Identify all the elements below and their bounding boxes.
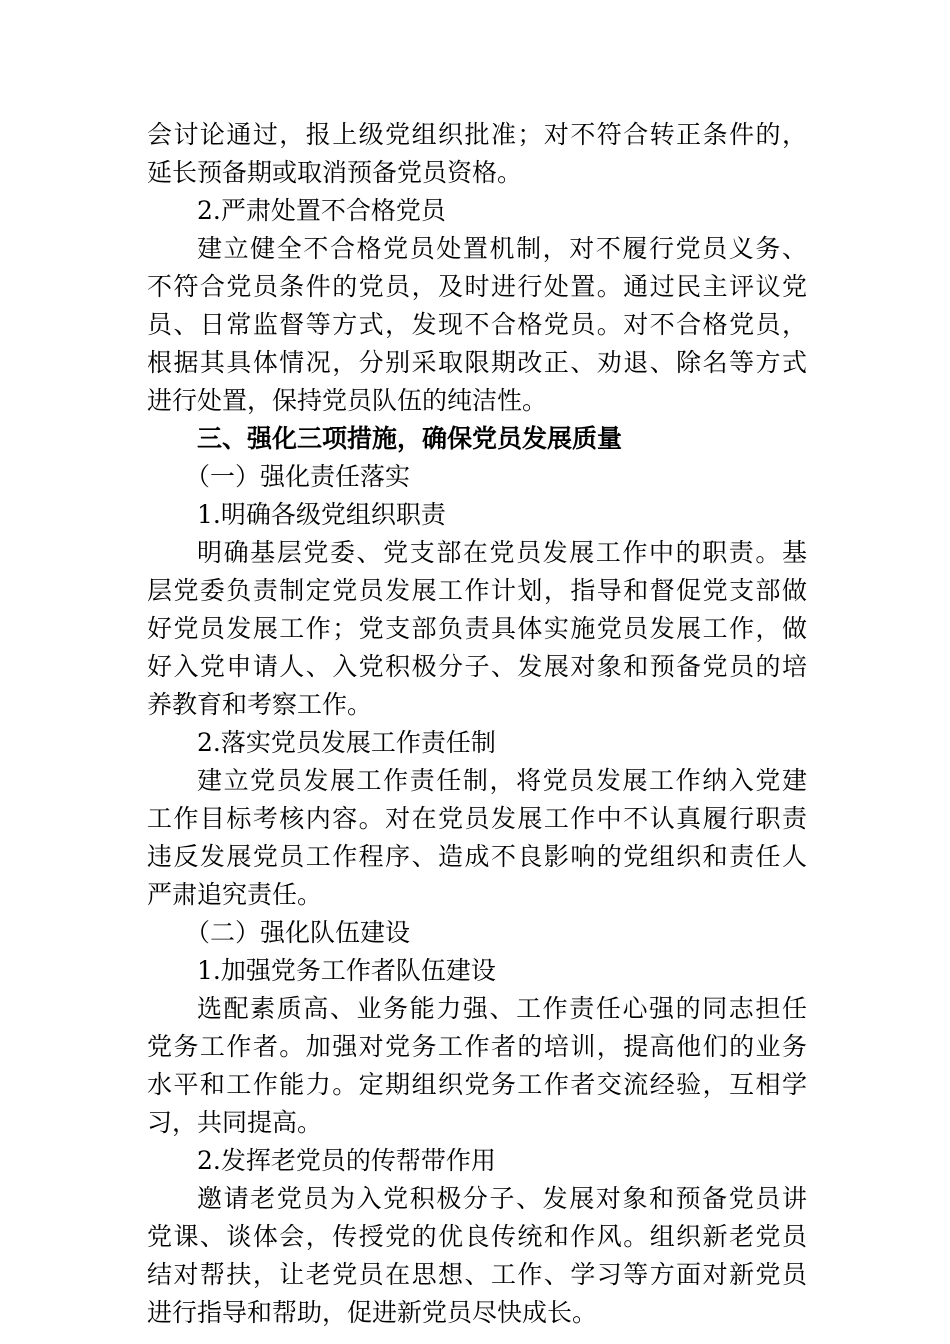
text-line: 党务工作者。加强对党务工作者的培训，提高他们的业务	[147, 1032, 807, 1061]
subsection-heading: （一）强化责任落实	[185, 462, 411, 491]
text-line: 明确基层党委、党支部在党员发展工作中的职责。基	[197, 538, 807, 567]
section-heading: 2.落实党员发展工作责任制	[197, 728, 496, 757]
text-line: 进行指导和帮助，促进新党员尽快成长。	[147, 1298, 598, 1327]
text-line: 习，共同提高。	[147, 1108, 323, 1137]
text-line: 水平和工作能力。定期组织党务工作者交流经验，互相学	[147, 1070, 807, 1099]
section-heading: 2.严肃处置不合格党员	[197, 196, 446, 225]
text-line: 建立健全不合格党员处置机制，对不履行党员义务、	[197, 234, 807, 263]
text-line: 严肃追究责任。	[147, 880, 323, 909]
section-heading: 1.加强党务工作者队伍建设	[197, 956, 496, 985]
text-line: 党课、谈体会，传授党的优良传统和作风。组织新老党员	[147, 1222, 807, 1251]
text-line: 延长预备期或取消预备党员资格。	[147, 158, 523, 187]
text-line: 员、日常监督等方式，发现不合格党员。对不合格党员，	[147, 310, 807, 339]
text-line: 工作目标考核内容。对在党员发展工作中不认真履行职责	[147, 804, 807, 833]
text-line: 选配素质高、业务能力强、工作责任心强的同志担任	[197, 994, 807, 1023]
chapter-heading: 三、强化三项措施，确保党员发展质量	[197, 424, 623, 453]
text-line: 建立党员发展工作责任制，将党员发展工作纳入党建	[197, 766, 807, 795]
subsection-heading: （二）强化队伍建设	[185, 918, 411, 947]
text-line: 层党委负责制定党员发展工作计划，指导和督促党支部做	[147, 576, 807, 605]
text-line: 养教育和考察工作。	[147, 690, 373, 719]
text-line: 违反发展党员工作程序、造成不良影响的党组织和责任人	[147, 842, 807, 871]
text-line: 会讨论通过，报上级党组织批准；对不符合转正条件的，	[147, 120, 807, 149]
text-line: 好入党申请人、入党积极分子、发展对象和预备党员的培	[147, 652, 807, 681]
text-line: 好党员发展工作；党支部负责具体实施党员发展工作，做	[147, 614, 807, 643]
text-line: 进行处置，保持党员队伍的纯洁性。	[147, 386, 548, 415]
text-line: 不符合党员条件的党员，及时进行处置。通过民主评议党	[147, 272, 807, 301]
section-heading: 1.明确各级党组织职责	[197, 500, 446, 529]
section-heading: 2.发挥老党员的传帮带作用	[197, 1146, 496, 1175]
text-line: 邀请老党员为入党积极分子、发展对象和预备党员讲	[197, 1184, 807, 1213]
text-line: 根据其具体情况，分别采取限期改正、劝退、除名等方式	[147, 348, 807, 377]
text-line: 结对帮扶，让老党员在思想、工作、学习等方面对新党员	[147, 1260, 807, 1289]
